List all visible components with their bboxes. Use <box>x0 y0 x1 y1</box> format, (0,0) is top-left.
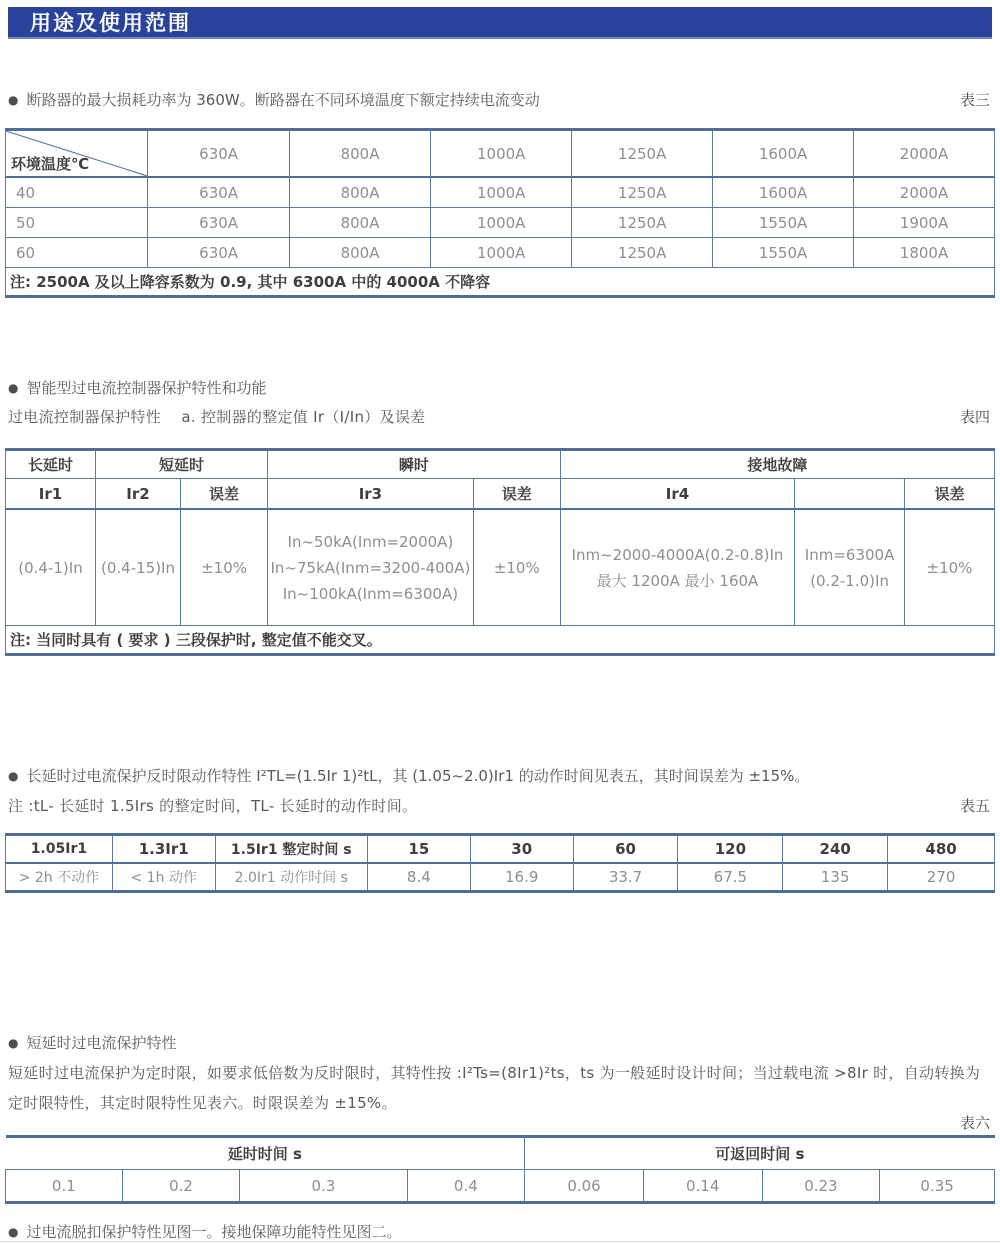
corner-label: 环境温度℃ <box>11 155 90 173</box>
table-cell: 630A <box>148 208 289 238</box>
table-cell: 16.9 <box>470 863 573 892</box>
table-cell <box>560 509 794 626</box>
table-cell: ±10% <box>473 509 560 626</box>
table-cell: 0.1 <box>6 1170 123 1203</box>
row-label: 60 <box>6 238 148 268</box>
table-row <box>6 509 995 626</box>
long-delay-note-line <box>8 795 990 816</box>
controller-section-heading <box>8 377 990 398</box>
long-delay-time-table <box>5 833 995 893</box>
table-cell: 0.23 <box>762 1170 880 1203</box>
bullet-icon: ● <box>8 381 19 395</box>
group-header: 可返回时间 s <box>525 1137 995 1170</box>
controller-setting-table <box>5 448 995 656</box>
table4-label: 表四 <box>959 408 990 426</box>
table-cell: 1250A <box>572 177 713 208</box>
table-cell: 1000A <box>431 238 572 268</box>
power-loss-text: 断路器的最大损耗功率为 360W。断路器在不同环境温度下额定持续电流变动 <box>26 91 540 109</box>
table-row <box>6 208 995 238</box>
table-cell: 135 <box>783 863 888 892</box>
table-cell: 8.4 <box>367 863 470 892</box>
column-header: 1600A <box>713 130 854 178</box>
bullet-icon: ● <box>8 1225 19 1239</box>
table-note: 注: 2500A 及以上降容系数为 0.9, 其中 6300A 中的 4000A 不降容 <box>6 268 995 297</box>
controller-heading-text: 智能型过电流控制器保护特性和功能 <box>26 379 267 397</box>
column-header <box>795 479 905 510</box>
table-row <box>6 626 995 655</box>
short-delay-heading-text: 短延时过电流保护特性 <box>26 1034 177 1052</box>
table-cell: 0.06 <box>525 1170 644 1203</box>
cell-line: Inm~2000-4000A(0.2-0.8)In <box>571 545 784 564</box>
table-cell: 1000A <box>431 177 572 208</box>
group-header: 延时时间 s <box>6 1137 525 1170</box>
column-header: 1000A <box>431 130 572 178</box>
table3-label: 表三 <box>959 91 990 109</box>
table-cell: ±10% <box>181 509 268 626</box>
table-cell: (0.4-15)In <box>95 509 180 626</box>
trip-protection-text: 过电流脱扣保护特性见图一。接地保障功能特性见图二。 <box>26 1223 402 1241</box>
column-header: Ir1 <box>6 479 96 510</box>
table-cell: 1250A <box>572 238 713 268</box>
table-cell: 0.2 <box>122 1170 240 1203</box>
section-title-bar <box>8 7 992 39</box>
column-header: 1.05Ir1 <box>6 835 113 864</box>
column-header: 误差 <box>904 479 994 510</box>
column-header: 15 <box>367 835 470 864</box>
table-cell: ±10% <box>904 509 994 626</box>
column-header: 630A <box>148 130 289 178</box>
row-label: 50 <box>6 208 148 238</box>
column-header: Ir3 <box>268 479 474 510</box>
table-row <box>6 130 995 178</box>
power-loss-statement <box>8 89 540 110</box>
column-header: Ir4 <box>560 479 794 510</box>
long-delay-heading <box>8 765 990 786</box>
ambient-temperature-table <box>5 128 995 298</box>
table-cell: 0.14 <box>643 1170 762 1203</box>
table-cell: 800A <box>289 238 430 268</box>
table-cell: 1250A <box>572 208 713 238</box>
table-cell: (0.4-1)In <box>6 509 96 626</box>
table-cell: 1550A <box>713 208 854 238</box>
table-row <box>6 450 995 479</box>
group-header: 瞬时 <box>268 450 561 479</box>
column-header: Ir2 <box>95 479 180 510</box>
controller-subtitle-line <box>8 406 990 427</box>
table-cell: > 2h 不动作 <box>6 863 113 892</box>
page-bottom-rule <box>0 1241 1000 1242</box>
short-delay-paragraph-line1: 短延时过电流保护为定时限，如要求低倍数为反时限时，其特性按 :I²Ts=(8Ir1)²ts，ts 为一般延时设计时间；当过载电流 >8Ir 时，自动转换为 <box>8 1064 981 1082</box>
group-header: 短延时 <box>95 450 267 479</box>
column-header: 120 <box>678 835 783 864</box>
column-header: 误差 <box>473 479 560 510</box>
table-cell <box>268 509 474 626</box>
table-cell: < 1h 动作 <box>112 863 215 892</box>
table-cell: 0.35 <box>880 1170 995 1203</box>
trip-protection-note <box>8 1221 990 1242</box>
bullet-icon: ● <box>8 1036 19 1050</box>
corner-cell <box>6 130 148 178</box>
section-title: 用途及使用范围 <box>30 11 191 35</box>
cell-line: In~50kA(Inm=2000A) <box>287 532 454 551</box>
table-cell: 33.7 <box>573 863 678 892</box>
column-header: 误差 <box>181 479 268 510</box>
column-header: 1.3Ir1 <box>112 835 215 864</box>
column-header: 1.5Ir1 整定时间 s <box>215 835 367 864</box>
group-header: 长延时 <box>6 450 96 479</box>
column-header: 30 <box>470 835 573 864</box>
controller-subtitle: 过电流控制器保护特性 a. 控制器的整定值 Ir（I/In）及误差 <box>8 408 426 426</box>
cell-line: (0.2-1.0)In <box>810 571 889 590</box>
cell-line: Inm=6300A <box>804 545 895 564</box>
table-cell: 0.4 <box>407 1170 525 1203</box>
column-header: 1250A <box>572 130 713 178</box>
table-cell: 67.5 <box>678 863 783 892</box>
table-row <box>6 238 995 268</box>
table-row <box>6 177 995 208</box>
cell-line: 最大 1200A 最小 160A <box>596 571 759 590</box>
column-header: 800A <box>289 130 430 178</box>
bullet-icon: ● <box>8 93 19 107</box>
table-cell: 1600A <box>713 177 854 208</box>
table-cell: 1550A <box>713 238 854 268</box>
table-row <box>6 835 995 864</box>
intro-line <box>8 89 990 110</box>
table-cell: 2.0Ir1 动作时间 s <box>215 863 367 892</box>
table-cell: 630A <box>148 177 289 208</box>
table-cell: 800A <box>289 208 430 238</box>
short-delay-time-table <box>5 1135 995 1204</box>
column-header: 480 <box>888 835 995 864</box>
table-note: 注: 当同时具有 ( 要求 ) 三段保护时, 整定值不能交叉。 <box>6 626 995 655</box>
long-delay-text: 长延时过电流保护反时限动作特性 I²TL=(1.5Ir 1)²tL，其 (1.05~2.0)Ir1 的动作时间见表五，其时间误差为 ±15%。 <box>26 767 810 785</box>
table-cell: 1800A <box>854 238 995 268</box>
table5-label: 表五 <box>959 797 990 815</box>
table-row <box>6 1170 995 1203</box>
bullet-icon: ● <box>8 769 19 783</box>
table-row <box>6 268 995 297</box>
column-header: 2000A <box>854 130 995 178</box>
short-delay-paragraph-line2: 定时限特性，其定时限特性见表六。时限误差为 ±15%。 <box>8 1094 397 1112</box>
table-row <box>6 863 995 892</box>
table-cell: 1000A <box>431 208 572 238</box>
table-cell: 1900A <box>854 208 995 238</box>
table-row <box>6 1137 995 1170</box>
table-cell <box>795 509 905 626</box>
cell-line: In~100kA(Inm=6300A) <box>282 584 459 603</box>
short-delay-heading <box>8 1032 990 1053</box>
row-label: 40 <box>6 177 148 208</box>
table-row <box>6 479 995 510</box>
column-header: 240 <box>783 835 888 864</box>
table6-label: 表六 <box>959 1114 990 1132</box>
long-delay-note: 注 :tL- 长延时 1.5Irs 的整定时间，TL- 长延时的动作时间。 <box>8 797 418 815</box>
table-cell: 0.3 <box>240 1170 407 1203</box>
table-cell: 2000A <box>854 177 995 208</box>
cell-line: In~75kA(Inm=3200-400A) <box>270 558 471 577</box>
table-cell: 270 <box>888 863 995 892</box>
column-header: 60 <box>573 835 678 864</box>
table-cell: 800A <box>289 177 430 208</box>
table-cell: 630A <box>148 238 289 268</box>
group-header: 接地故障 <box>560 450 994 479</box>
